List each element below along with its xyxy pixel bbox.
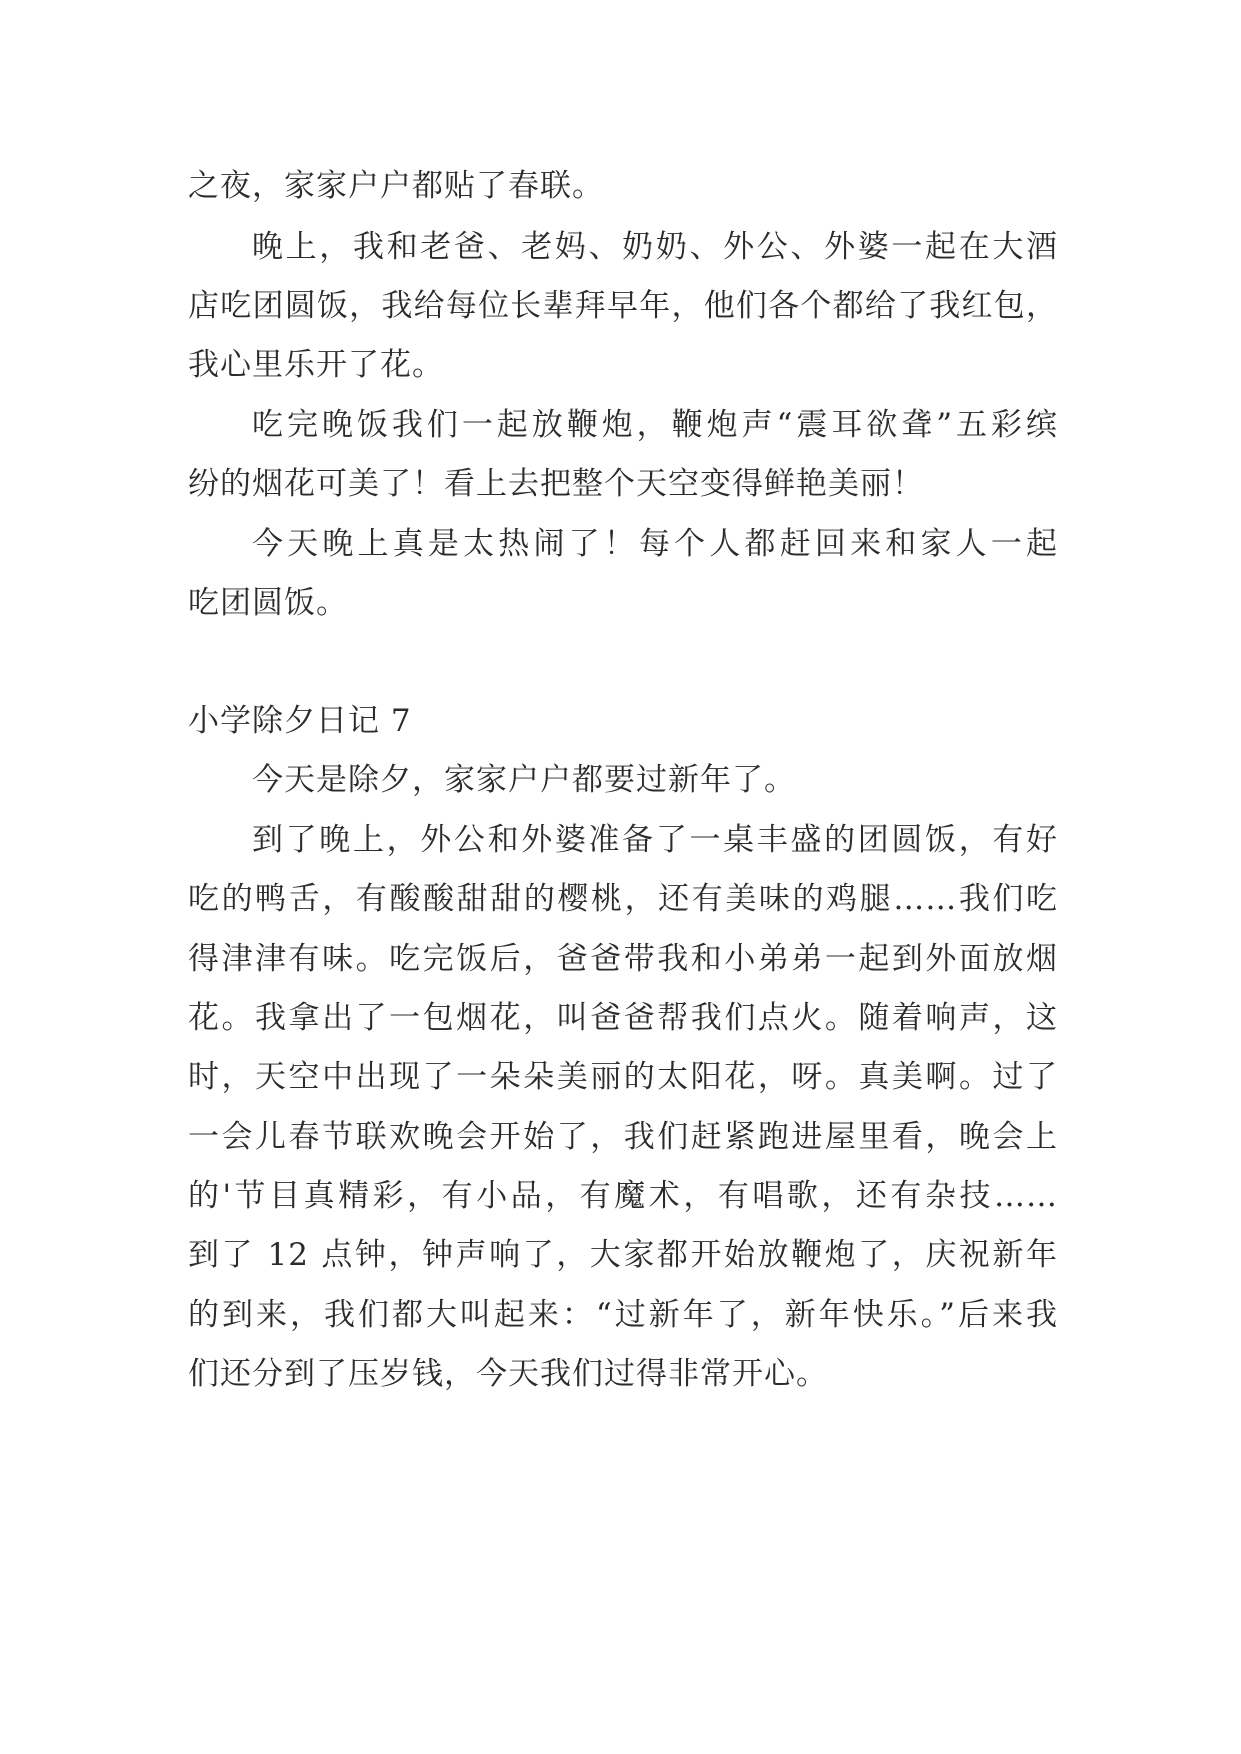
text-line: 的'节目真精彩，有小品，有魔术，有唱歌，还有杂技…… xyxy=(188,1178,1058,1214)
paragraph-start: 今天是除夕，家家户户都要过新年了。 xyxy=(252,762,796,798)
text-line: 吃团圆饭。 xyxy=(188,585,348,621)
text-line: 得津津有味。吃完饭后，爸爸带我和小弟弟一起到外面放烟 xyxy=(188,941,1058,977)
paragraph-start: 今天晚上真是太热闹了！每个人都赶回来和家人一起 xyxy=(252,526,1058,562)
paragraph-start: 到了晚上，外公和外婆准备了一桌丰盛的团圆饭，有好 xyxy=(252,822,1058,858)
paragraph-start: 晚上，我和老爸、老妈、奶奶、外公、外婆一起在大酒 xyxy=(252,229,1058,265)
text-line: 吃的鸭舌，有酸酸甜甜的樱桃，还有美味的鸡腿……我们吃 xyxy=(188,881,1058,917)
text-line: 我心里乐开了花。 xyxy=(188,347,444,383)
text-line: 们还分到了压岁钱，今天我们过得非常开心。 xyxy=(188,1356,828,1392)
text-line: 店吃团圆饭，我给每位长辈拜早年，他们各个都给了我红包， xyxy=(188,288,1058,324)
text-line: 到了 12 点钟，钟声响了，大家都开始放鞭炮了，庆祝新年 xyxy=(188,1237,1058,1273)
section-heading: 小学除夕日记 7 xyxy=(188,703,412,739)
text-line: 花。我拿出了一包烟花，叫爸爸帮我们点火。随着响声，这 xyxy=(188,1000,1058,1036)
text-line: 纷的烟花可美了！看上去把整个天空变得鲜艳美丽！ xyxy=(188,466,924,502)
text-line: 的到来，我们都大叫起来：“过新年了，新年快乐。”后来我 xyxy=(188,1297,1058,1333)
text-line: 一会儿春节联欢晚会开始了，我们赶紧跑进屋里看，晚会上 xyxy=(188,1119,1058,1155)
text-line: 之夜，家家户户都贴了春联。 xyxy=(188,168,604,204)
text-line: 时，天空中出现了一朵朵美丽的太阳花，呀。真美啊。过了 xyxy=(188,1059,1058,1095)
paragraph-start: 吃完晚饭我们一起放鞭炮，鞭炮声“震耳欲聋”五彩缤 xyxy=(252,407,1058,443)
